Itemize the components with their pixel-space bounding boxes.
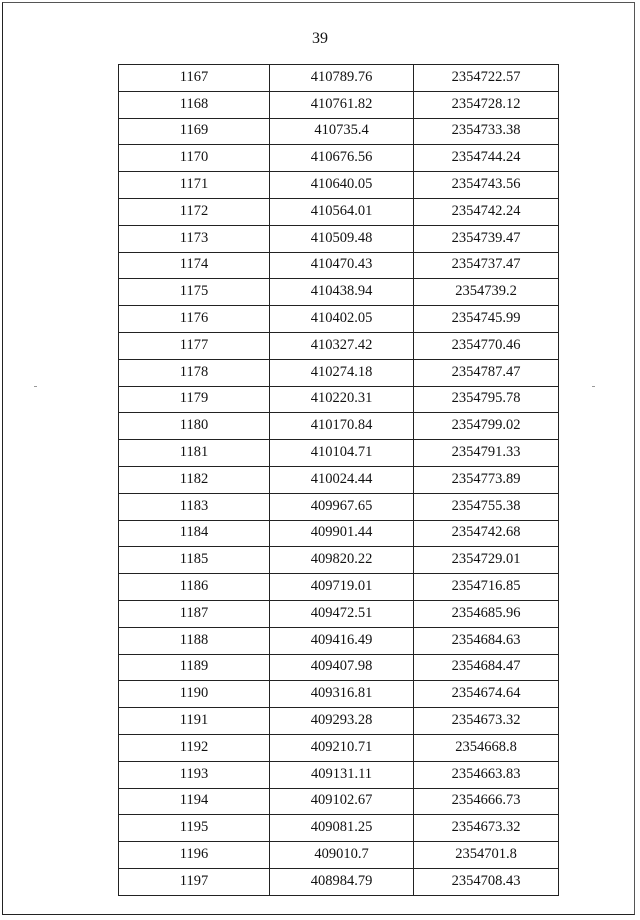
x-coordinate-cell: 408984.79 — [270, 868, 414, 895]
y-coordinate-cell: 2354673.32 — [414, 815, 559, 842]
x-coordinate-cell: 410564.01 — [270, 198, 414, 225]
y-coordinate-cell: 2354742.68 — [414, 520, 559, 547]
x-coordinate-cell: 409010.7 — [270, 842, 414, 869]
y-coordinate-cell: 2354739.47 — [414, 225, 559, 252]
x-coordinate-cell: 409316.81 — [270, 681, 414, 708]
point-number-cell: 1191 — [119, 708, 270, 735]
point-number-cell: 1187 — [119, 600, 270, 627]
point-number-cell: 1178 — [119, 359, 270, 386]
table-row — [119, 172, 559, 199]
table-row — [119, 118, 559, 145]
x-coordinate-cell: 410327.42 — [270, 332, 414, 359]
x-coordinate-cell: 409131.11 — [270, 761, 414, 788]
table-row — [119, 788, 559, 815]
table-row — [119, 815, 559, 842]
x-coordinate-cell: 409901.44 — [270, 520, 414, 547]
x-coordinate-cell: 410470.43 — [270, 252, 414, 279]
table-row — [119, 413, 559, 440]
table-row — [119, 520, 559, 547]
table-row — [119, 842, 559, 869]
x-coordinate-cell: 410104.71 — [270, 440, 414, 467]
point-number-cell: 1196 — [119, 842, 270, 869]
table-row — [119, 440, 559, 467]
point-number-cell: 1169 — [119, 118, 270, 145]
x-coordinate-cell: 410640.05 — [270, 172, 414, 199]
table-row — [119, 306, 559, 333]
y-coordinate-cell: 2354743.56 — [414, 172, 559, 199]
table-row — [119, 91, 559, 118]
y-coordinate-cell: 2354673.32 — [414, 708, 559, 735]
table-row — [119, 681, 559, 708]
y-coordinate-cell: 2354799.02 — [414, 413, 559, 440]
point-number-cell: 1167 — [119, 65, 270, 92]
point-number-cell: 1193 — [119, 761, 270, 788]
page-number: 39 — [312, 30, 328, 47]
y-coordinate-cell: 2354668.8 — [414, 734, 559, 761]
x-coordinate-cell: 410735.4 — [270, 118, 414, 145]
table-row — [119, 145, 559, 172]
table-row — [119, 466, 559, 493]
table-row — [119, 386, 559, 413]
x-coordinate-cell: 409472.51 — [270, 600, 414, 627]
y-coordinate-cell: 2354674.64 — [414, 681, 559, 708]
y-coordinate-cell: 2354795.78 — [414, 386, 559, 413]
point-number-cell: 1185 — [119, 547, 270, 574]
x-coordinate-cell: 410676.56 — [270, 145, 414, 172]
point-number-cell: 1173 — [119, 225, 270, 252]
coordinate-table — [118, 64, 559, 896]
point-number-cell: 1171 — [119, 172, 270, 199]
y-coordinate-cell: 2354755.38 — [414, 493, 559, 520]
y-coordinate-cell: 2354770.46 — [414, 332, 559, 359]
x-coordinate-cell: 410789.76 — [270, 65, 414, 92]
table-row — [119, 868, 559, 895]
point-number-cell: 1190 — [119, 681, 270, 708]
point-number-cell: 1184 — [119, 520, 270, 547]
y-coordinate-cell: 2354685.96 — [414, 600, 559, 627]
table-row — [119, 574, 559, 601]
x-coordinate-cell: 409210.71 — [270, 734, 414, 761]
x-coordinate-cell: 409081.25 — [270, 815, 414, 842]
point-number-cell: 1176 — [119, 306, 270, 333]
table-row — [119, 493, 559, 520]
point-number-cell: 1179 — [119, 386, 270, 413]
point-number-cell: 1189 — [119, 654, 270, 681]
table-row — [119, 252, 559, 279]
y-coordinate-cell: 2354684.47 — [414, 654, 559, 681]
table-row — [119, 600, 559, 627]
y-coordinate-cell: 2354666.73 — [414, 788, 559, 815]
table-row — [119, 708, 559, 735]
point-number-cell: 1182 — [119, 466, 270, 493]
x-coordinate-cell: 410438.94 — [270, 279, 414, 306]
y-coordinate-cell: 2354737.47 — [414, 252, 559, 279]
table-row — [119, 734, 559, 761]
x-coordinate-cell: 409102.67 — [270, 788, 414, 815]
y-coordinate-cell: 2354773.89 — [414, 466, 559, 493]
y-coordinate-cell: 2354745.99 — [414, 306, 559, 333]
table-body — [119, 65, 559, 896]
x-coordinate-cell: 410170.84 — [270, 413, 414, 440]
point-number-cell: 1180 — [119, 413, 270, 440]
point-number-cell: 1168 — [119, 91, 270, 118]
table-row — [119, 198, 559, 225]
table-row — [119, 761, 559, 788]
y-coordinate-cell: 2354787.47 — [414, 359, 559, 386]
x-coordinate-cell: 409820.22 — [270, 547, 414, 574]
y-coordinate-cell: 2354722.57 — [414, 65, 559, 92]
point-number-cell: 1183 — [119, 493, 270, 520]
x-coordinate-cell: 409407.98 — [270, 654, 414, 681]
y-coordinate-cell: 2354733.38 — [414, 118, 559, 145]
x-coordinate-cell: 410274.18 — [270, 359, 414, 386]
y-coordinate-cell: 2354663.83 — [414, 761, 559, 788]
table-row — [119, 65, 559, 92]
x-coordinate-cell: 410761.82 — [270, 91, 414, 118]
point-number-cell: 1172 — [119, 198, 270, 225]
point-number-cell: 1174 — [119, 252, 270, 279]
x-coordinate-cell: 409416.49 — [270, 627, 414, 654]
x-coordinate-cell: 410402.05 — [270, 306, 414, 333]
point-number-cell: 1195 — [119, 815, 270, 842]
y-coordinate-cell: 2354716.85 — [414, 574, 559, 601]
y-coordinate-cell: 2354744.24 — [414, 145, 559, 172]
point-number-cell: 1181 — [119, 440, 270, 467]
x-coordinate-cell: 409967.65 — [270, 493, 414, 520]
y-coordinate-cell: 2354684.63 — [414, 627, 559, 654]
table-row — [119, 547, 559, 574]
point-number-cell: 1192 — [119, 734, 270, 761]
y-coordinate-cell: 2354701.8 — [414, 842, 559, 869]
point-number-cell: 1175 — [119, 279, 270, 306]
x-coordinate-cell: 409719.01 — [270, 574, 414, 601]
left-margin-mark — [34, 386, 37, 387]
y-coordinate-cell: 2354708.43 — [414, 868, 559, 895]
table-row — [119, 332, 559, 359]
point-number-cell: 1197 — [119, 868, 270, 895]
x-coordinate-cell: 410509.48 — [270, 225, 414, 252]
point-number-cell: 1177 — [119, 332, 270, 359]
table-row — [119, 279, 559, 306]
y-coordinate-cell: 2354739.2 — [414, 279, 559, 306]
right-margin-mark — [592, 386, 595, 387]
y-coordinate-cell: 2354729.01 — [414, 547, 559, 574]
point-number-cell: 1170 — [119, 145, 270, 172]
point-number-cell: 1188 — [119, 627, 270, 654]
y-coordinate-cell: 2354791.33 — [414, 440, 559, 467]
x-coordinate-cell: 409293.28 — [270, 708, 414, 735]
point-number-cell: 1194 — [119, 788, 270, 815]
y-coordinate-cell: 2354728.12 — [414, 91, 559, 118]
x-coordinate-cell: 410220.31 — [270, 386, 414, 413]
table-row — [119, 359, 559, 386]
table-row — [119, 654, 559, 681]
x-coordinate-cell: 410024.44 — [270, 466, 414, 493]
table-row — [119, 225, 559, 252]
point-number-cell: 1186 — [119, 574, 270, 601]
y-coordinate-cell: 2354742.24 — [414, 198, 559, 225]
table-row — [119, 627, 559, 654]
